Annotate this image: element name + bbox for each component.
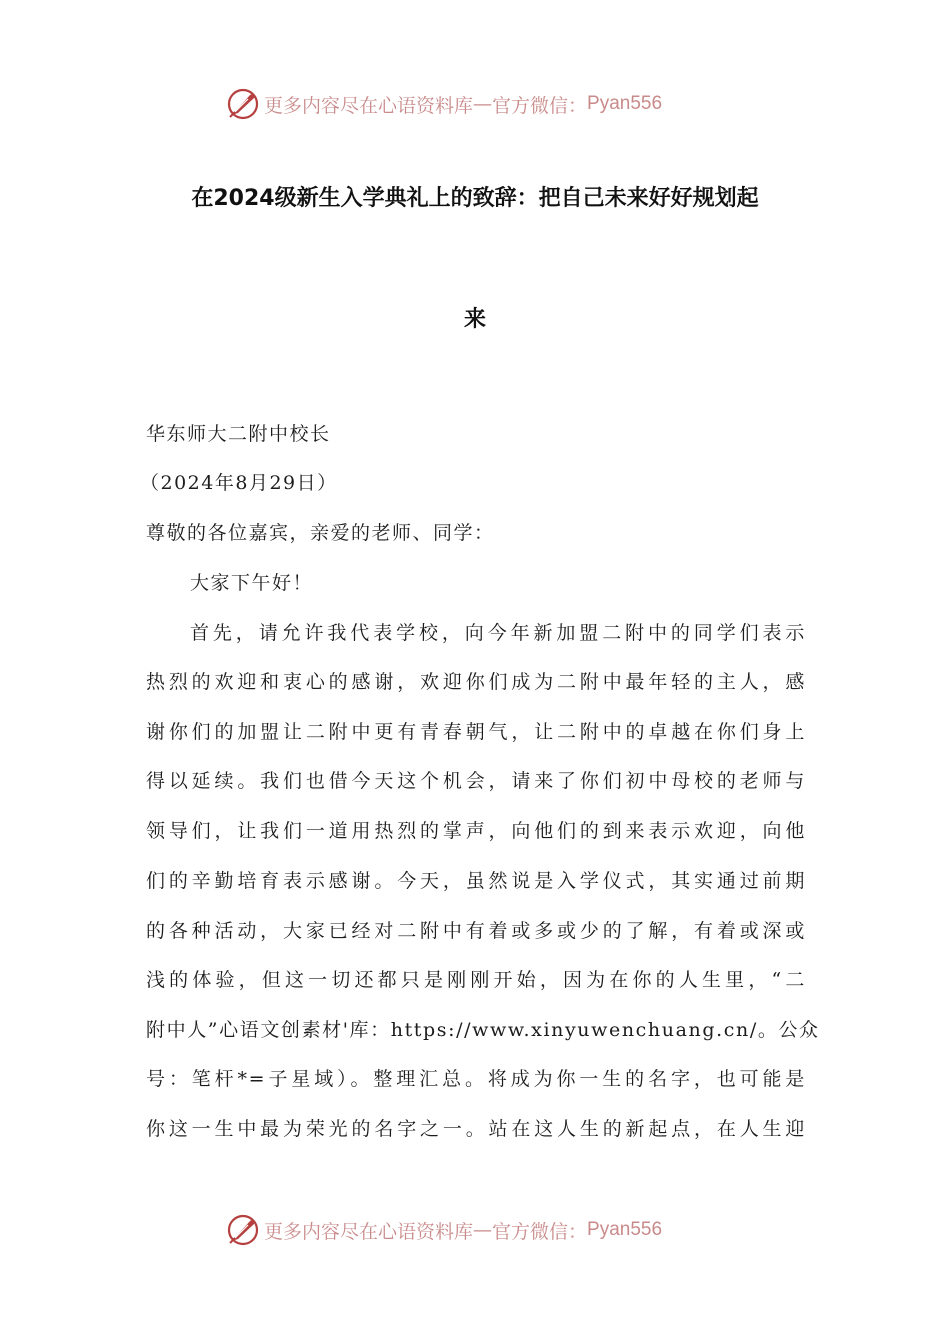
paragraph-line: 号：笔杆*=子星域）。整理汇总。将成为你一生的名字，也可能是 bbox=[146, 1068, 806, 1090]
watermark-handle: Pyan556 bbox=[587, 93, 663, 114]
watermark-text: 更多内容尽在心语资料库 bbox=[264, 1220, 474, 1243]
paragraph-line: 浅的体验，但这一切还都只是刚刚开始，因为在你的人生里，“二 bbox=[146, 969, 806, 991]
paragraph-line: 热烈的欢迎和衷心的感谢，欢迎你们成为二附中最年轻的主人，感 bbox=[146, 671, 806, 693]
paragraph-line: 你这一生中最为荣光的名字之一。站在这人生的新起点，在人生迎 bbox=[146, 1118, 806, 1140]
paragraph-line: 领导们，让我们一道用热烈的掌声，向他们的到来表示欢迎，向他 bbox=[146, 820, 806, 842]
document-title-line-2: 来 bbox=[463, 307, 486, 332]
author-line: 华东师大二附中校长 bbox=[146, 423, 331, 445]
greeting-line: 大家下午好！ bbox=[190, 572, 314, 594]
paragraph-line: 的各种活动，大家已经对二附中有着或多或少的了解，有着或深或 bbox=[146, 920, 806, 942]
footer-watermark bbox=[226, 1212, 746, 1248]
paragraph-line: 附中人”心语文创素材'库：https://www.xinyuwenchuang.cn/。公众 bbox=[146, 1019, 820, 1041]
header-watermark bbox=[226, 86, 746, 122]
document-title-line-1: 在2024级新生入学典礼上的致辞：把自己未来好好规划起 bbox=[191, 186, 759, 211]
paragraph-line: 谢你们的加盟让二附中更有青春朝气，让二附中的卓越在你们身上 bbox=[146, 721, 806, 743]
paragraph-line: 们的辛勤培育表示感谢。今天，虽然说是入学仪式，其实通过前期 bbox=[146, 870, 806, 892]
watermark-dash: — bbox=[473, 1219, 493, 1241]
watermark-dash: — bbox=[473, 93, 493, 115]
watermark-text: 更多内容尽在心语资料库 bbox=[264, 94, 474, 117]
watermark-suffix: 官方微信： bbox=[492, 1220, 588, 1243]
watermark-suffix: 官方微信： bbox=[492, 94, 588, 117]
paragraph-line: 得以延续。我们也借今天这个机会，请来了你们初中母校的老师与 bbox=[146, 770, 806, 792]
quill-logo-icon bbox=[226, 1213, 260, 1247]
paragraph-line: 首先，请允许我代表学校，向今年新加盟二附中的同学们表示 bbox=[190, 622, 806, 644]
quill-logo-icon bbox=[226, 87, 260, 121]
salutation-line: 尊敬的各位嘉宾，亲爱的老师、同学： bbox=[146, 522, 495, 544]
date-line: （2024年8月29日） bbox=[140, 472, 338, 494]
watermark-handle: Pyan556 bbox=[587, 1219, 663, 1240]
